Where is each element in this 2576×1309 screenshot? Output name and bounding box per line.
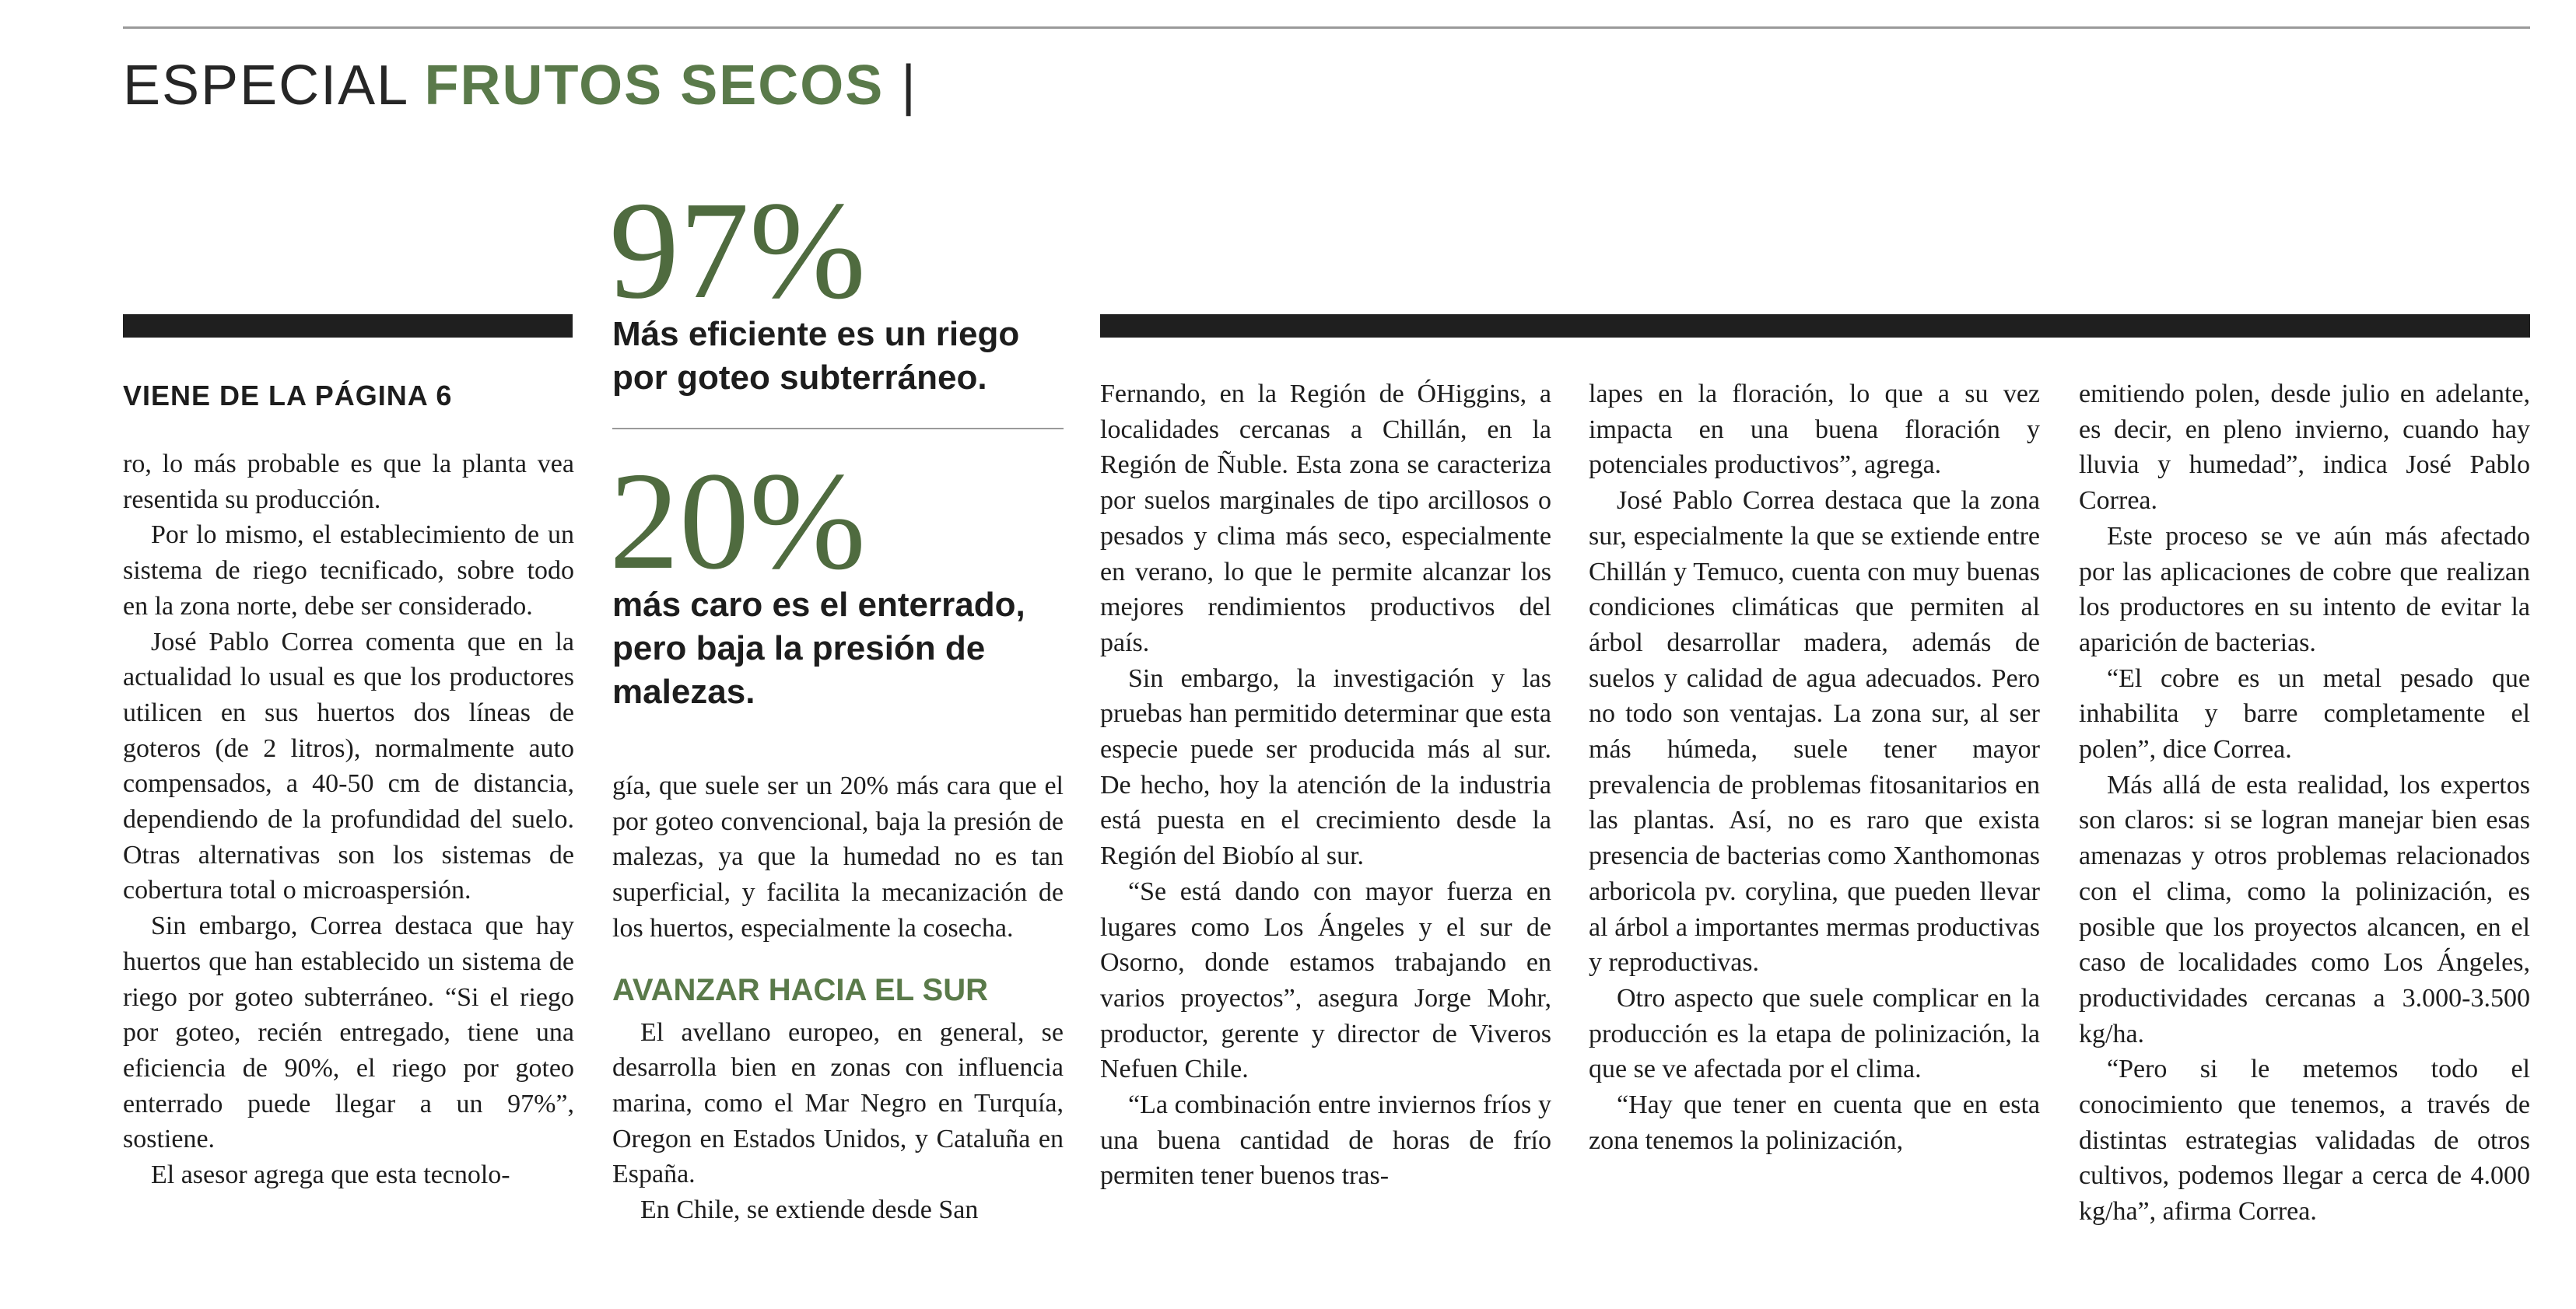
paragraph: Sin embargo, la investigación y las pruebas han permitido determinar que esta especie puede ser producida más al sur. De hecho, hoy la atención de la industria está puesta en el crecimiento desde la Región del Biobío al sur. bbox=[1100, 663, 1551, 871]
paragraph: “El cobre es un metal pesado que inhabilita y barre completamente el polen”, dice Correa. bbox=[2079, 663, 2530, 765]
paragraph: El avellano europeo, en general, se desarrolla bien en zonas con influencia marina, como el Mar Negro en Turquía, Oregon en Estados Unidos, y Cataluña en España. bbox=[612, 1017, 1064, 1189]
paragraph: Sin embargo, Correa destaca que hay huertos que han establecido un sistema de riego por goteo subterráneo. “Si el riego por goteo, recién entregado, tiene una eficiencia de 90%, el riego por goteo enterrado puede llegar a un 97%”, sostiene. bbox=[123, 912, 574, 1154]
paragraph: “Se está dando con mayor fuerza en lugares como Los Ángeles y el sur de Osorno, donde estamos trabajando en varios proyectos”, asegura Jorge Mohr, productor, gerente y director de Viveros Nefuen Chile. bbox=[1100, 877, 1551, 1084]
header-prefix: ESPECIAL bbox=[123, 54, 408, 117]
paragraph: lapes en la floración, lo que a su vez impacta en una buena floración y potenciales productivos”, agrega. bbox=[1589, 380, 2040, 480]
paragraph: gía, que suele ser un 20% más cara que el por goteo convencional, baja la presión de malezas, ya que la humedad no es tan superficial, y facilita la mecanización de los huertos, especialmente la cosecha. bbox=[612, 772, 1064, 943]
paragraph: emitiendo polen, desde julio en adelante, es decir, en pleno invierno, cuando hay lluvia y humedad”, indica José Pablo Correa. bbox=[2079, 380, 2530, 516]
paragraph: Por lo mismo, el establecimiento de un sistema de riego tecnificado, sobre todo en la zona norte, debe ser considerado. bbox=[123, 520, 574, 621]
sidebar-divider bbox=[612, 428, 1064, 429]
kicker-label: VIENE DE LA PÁGINA 6 bbox=[123, 380, 453, 411]
paragraph: Otro aspecto que suele complicar en la producción es la etapa de polinización, la que se ve afectada por el clima. bbox=[1589, 983, 2040, 1084]
paragraph: Más allá de esta realidad, los expertos son claros: si se logran manejar bien esas amenazas y otros problemas relacionados con el clima, como la polinización, es posible que los proyectos alcancen, en el caso de localidades como Los Ángeles, productividades cercanas a 3.000-3.500 kg/ha. bbox=[2079, 770, 2530, 1048]
article-column-2 bbox=[612, 768, 1064, 1228]
paragraph: José Pablo Correa comenta que en la actualidad lo usual es que los productores utilicen en sus huertos dos líneas de goteros (de 2 litros), normalmente auto compensados, a 40-50 cm de distancia, dependiendo de la profundidad del suelo. Otras alternativas son los sistemas de cobertura total o microaspersión. bbox=[123, 627, 574, 905]
paragraph: Fernando, en la Región de ÓHiggins, a localidades cercanas a Chillán, en la Región de Ñuble. Esta zona se caracteriza por suelos marginales de tipo arcillosos o pesados y clima más seco, especialmente en verano, lo que le permite alcanzar los mejores rendimientos productivos del país. bbox=[1100, 380, 1551, 657]
highlight-value-2: 20% bbox=[609, 443, 866, 598]
column-bar-left bbox=[123, 314, 573, 338]
paragraph: Este proceso se ve aún más afectado por las aplicaciones de cobre que realizan los productores en su intento de evitar la aparición de bacterias. bbox=[2079, 521, 2530, 657]
subheading: AVANZAR HACIA EL SUR bbox=[612, 972, 988, 1007]
top-rule bbox=[123, 26, 2530, 29]
paragraph: “Hay que tener en cuenta que en esta zona tenemos la polinización, bbox=[1589, 1090, 2040, 1155]
highlight-caption-1: Más eficiente es un riego por goteo subterráneo. bbox=[612, 315, 1020, 397]
paragraph: “La combinación entre inviernos fríos y una buena cantidad de horas de frío permiten tener buenos tras- bbox=[1100, 1090, 1551, 1191]
article-column-1 bbox=[123, 446, 574, 1193]
column-bar-right bbox=[1100, 314, 2530, 338]
article-column-3 bbox=[1100, 376, 1551, 1194]
paragraph: ro, lo más probable es que la planta vea resentida su producción. bbox=[123, 450, 574, 514]
paragraph: “Pero si le metemos todo el conocimiento que tenemos, a través de distintas estrategias validadas de otros cultivos, podemos llegar a cerca de 4.000 kg/ha”, afirma Correa. bbox=[2079, 1055, 2530, 1227]
section-header bbox=[123, 47, 917, 124]
highlight-caption-2: más caro es el enterrado, pero baja la presión de malezas. bbox=[612, 586, 1025, 711]
header-section: FRUTOS SECOS bbox=[424, 54, 885, 117]
article-column-4 bbox=[1589, 376, 2040, 1158]
paragraph: El asesor agrega que esta tecnolo- bbox=[151, 1160, 510, 1190]
paragraph: José Pablo Correa destaca que la zona sur, especialmente la que se extiende entre Chillán y Temuco, cuenta con muy buenas condiciones climáticas que permiten al árbol desarrollar madera, además de suelos y calidad de agua adecuados. Pero no todo son ventajas. La zona sur, al ser más húmeda, suele tener mayor prevalencia de problemas fitosanitarios en las plantas. Así, no es raro que exista presencia de bacterias como Xanthomonas arboricola pv. corylina, que pueden llevar al árbol a importantes mermas productivas y reproductivas. bbox=[1589, 486, 2040, 978]
header-separator: | bbox=[901, 54, 917, 117]
article-column-5 bbox=[2079, 376, 2530, 1230]
highlight-value-1: 97% bbox=[609, 173, 866, 327]
paragraph: En Chile, se extiende desde San bbox=[640, 1195, 979, 1225]
